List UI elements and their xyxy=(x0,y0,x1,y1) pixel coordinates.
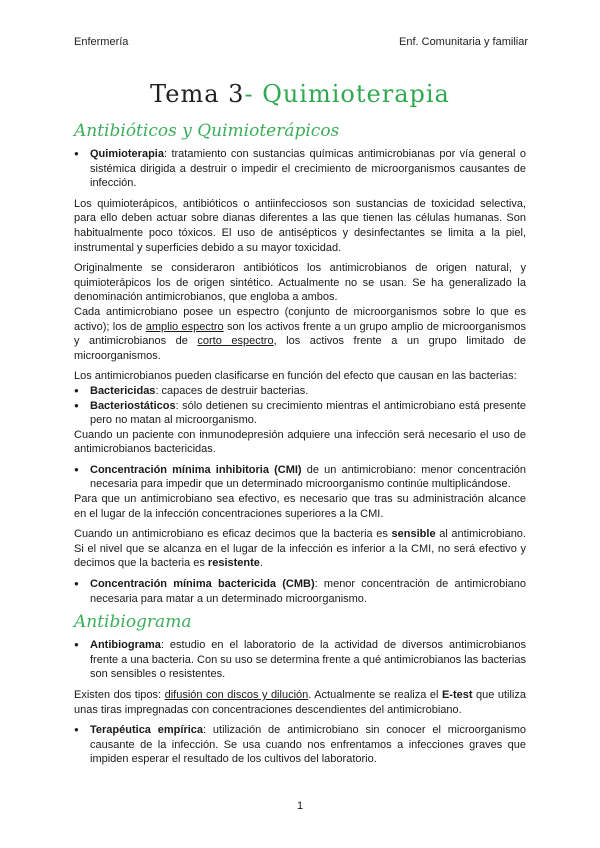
text: que utiliza unas tiras impregnadas con concentraciones descendientes del antimicrobiano. xyxy=(74,689,526,716)
bullet-bactericidas xyxy=(74,384,526,399)
term: Concentración mínima bactericida (CMB) xyxy=(90,578,315,591)
bullet-list xyxy=(74,577,526,606)
bullet-list xyxy=(74,147,526,191)
bullet-list xyxy=(74,723,526,767)
definition: : menor concentración de antimicrobiano necesaria para matar a un determinado microorganismo. xyxy=(90,578,526,605)
term: Bacteriostáticos xyxy=(90,399,176,412)
text: . xyxy=(259,557,263,570)
term: Terapéutica empírica xyxy=(90,724,204,737)
text: al antimicrobiano. Si el nivel que se alcanza en el lugar de la infección es inferior a la CMI, no será efectivo y decimos que la bacteria es xyxy=(74,528,526,570)
title-sub: - Quimioterapia xyxy=(244,80,450,108)
definition: : sólo detienen su crecimiento mientras el antimicrobiano está presente pero no matan al microorganismo. xyxy=(90,399,526,427)
bullet-antibiograma xyxy=(74,638,526,682)
header-left: Enfermería xyxy=(74,36,129,48)
section-heading-antibiograma: Antibiograma xyxy=(74,612,192,633)
paragraph: Cuando un paciente con inmunodepresión adquiere una infección será necesario el uso de antimicrobianos bactericidas. xyxy=(74,428,526,456)
header-right: Enf. Comunitaria y familiar xyxy=(399,36,528,48)
text: . Actualmente se realiza el xyxy=(308,689,442,701)
text: son los activos frente a un grupo amplio de microorganismos y antimicrobianos de xyxy=(74,320,527,348)
term: Concentración mínima inhibitoria (CMI) xyxy=(90,463,302,476)
underlined-text: corto espectro xyxy=(197,335,274,348)
text: , los activos frente a un grupo limitado de microorganismos. xyxy=(74,335,526,362)
document-body xyxy=(74,121,526,773)
title-main: Tema 3 xyxy=(150,80,245,108)
paragraph: Los quimioterápicos, antibióticos o antiinfecciosos son sustancias de toxicidad selectiva, para ello deben actuar sobre dianas diferentes a las que tienen las células humanas. Son habitualmente poco tóxicos. El uso de antisépticos y desinfectantes se limita a la piel, instrumental y superficies debido a su mayor toxicidad. xyxy=(74,197,526,254)
term: Bactericidas xyxy=(90,384,156,397)
definition: : estudio en el laboratorio de la actividad de diversos antimicrobianos frente a una bacteria. Con su uso se determina frente a qué antimicrobianos las bacterias son sensibles o resistentes. xyxy=(90,639,526,681)
paragraph xyxy=(74,688,526,717)
text: Existen dos tipos: xyxy=(74,689,165,701)
bullet-list xyxy=(74,384,526,428)
paragraph: Para que un antimicrobiano sea efectivo, es necesario que tras su administración alcance en el lugar de la infección concentraciones superiores a la CMI. xyxy=(74,493,526,520)
definition: : tratamiento con sustancias químicas antimicrobianas por vía general o sistémica dirigida a destruir o impedir el crecimiento de microorganismos causantes de infección. xyxy=(90,148,526,190)
bullet-list xyxy=(74,638,526,682)
bullet-quimioterapia xyxy=(74,147,526,191)
bullet-cmi xyxy=(74,463,526,492)
section-heading-antibioticos: Antibióticos y Quimioterápicos xyxy=(74,121,340,141)
page-number: 1 xyxy=(296,800,304,812)
bullet-terapeutica-empirica xyxy=(74,723,526,767)
definition: : capaces de destruir bacterias. xyxy=(155,384,309,397)
bold-text: sensible xyxy=(391,528,436,541)
paragraph: Originalmente se consideraron antibióticos los antimicrobianos de origen natural, y quimioterápicos los de origen sintético. Actualmente no se usan. Se ha generalizado la denominación antimicrobianos, que engloba a ambos. xyxy=(74,262,526,304)
paragraph xyxy=(74,305,526,363)
term: Antibiograma xyxy=(90,639,161,652)
bold-text: E-test xyxy=(441,689,473,701)
term: Quimioterapia xyxy=(90,148,164,160)
bullet-list xyxy=(74,463,526,492)
definition: de un antimicrobiano: menor concentración necesaria para impedir que un determinado microorganismo continúe multiplicándose. xyxy=(90,463,527,491)
underlined-text: amplio espectro xyxy=(145,320,224,333)
text: Cuando un antimicrobiano es eficaz decimos que la bacteria es xyxy=(74,528,392,541)
bullet-cmb xyxy=(74,577,526,606)
page-title xyxy=(0,80,600,108)
bold-text: resistente xyxy=(207,557,260,570)
bullet-bacteriostaticos xyxy=(74,399,526,428)
paragraph: Los antimicrobianos pueden clasificarse en función del efecto que causan en las bacterias: xyxy=(74,370,517,383)
underlined-text: difusión con discos y dilución xyxy=(164,689,309,701)
paragraph xyxy=(74,527,526,571)
definition: : utilización de antimicrobiano sin conocer el microorganismo causante de la infección. Se usa cuando nos enfrentamos a infecciones graves que impiden esperar el resultado de los cultivos del laboratorio. xyxy=(90,724,526,766)
text: Cada antimicrobiano posee un espectro (conjunto de microorganismos sobre lo que es activo); los de xyxy=(74,305,526,333)
